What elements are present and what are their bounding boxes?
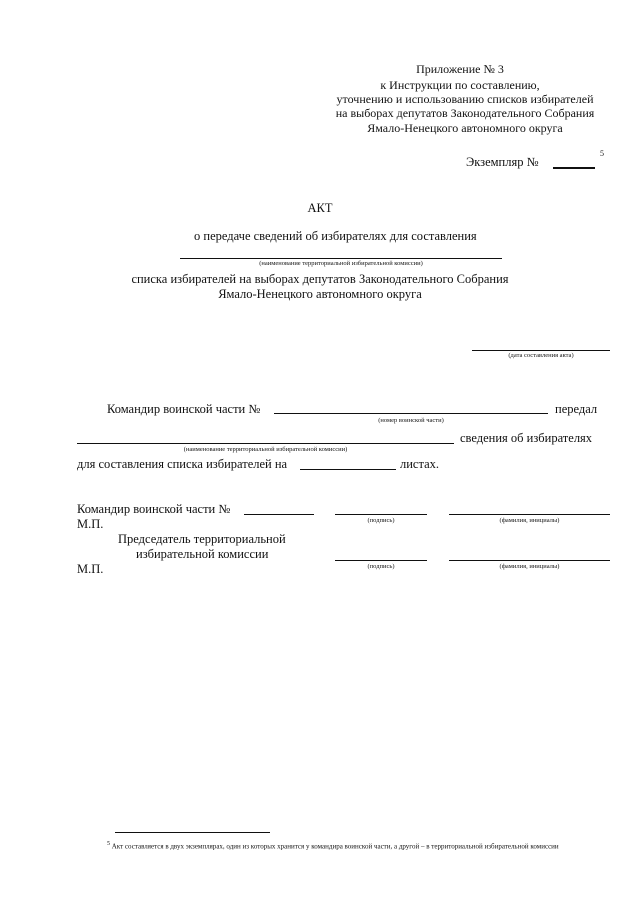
signature-unit-number-field xyxy=(244,514,314,515)
footnote-separator xyxy=(115,832,270,833)
commander-signature-field xyxy=(335,514,427,515)
sheets-text: листах. xyxy=(400,457,440,471)
appendix-line-3: уточнению и использованию списков избирателей xyxy=(336,92,594,106)
chairman-signature-field xyxy=(335,560,427,561)
appendix-line-4: на выборах депутатов Законодательного Собрания xyxy=(335,106,595,120)
commission-name-hint: (наименование территориальной избирательной комиссии) xyxy=(259,260,423,267)
act-subtitle: о передаче сведений об избирателях для составления xyxy=(194,229,477,243)
chairman-name-field xyxy=(449,560,610,561)
appendix-line-1: Приложение № 3 xyxy=(416,62,504,76)
commission-field xyxy=(77,443,454,444)
copy-number-label: Экземпляр № xyxy=(466,155,539,169)
date-hint: (дата составления акта) xyxy=(508,352,574,359)
appendix-line-2: к Инструкции по составлению, xyxy=(380,78,540,92)
commander-signature-hint: (подпись) xyxy=(367,517,395,524)
chairman-name-hint: (фамилия, инициалы) xyxy=(499,563,560,570)
commander-name-field xyxy=(449,514,610,515)
act-title-line-2: списка избирателей на выборах депутатов Законодательного Собрания xyxy=(131,272,509,286)
copy-number-field xyxy=(553,167,595,169)
appendix-line-5: Ямало-Ненецкого автономного округа xyxy=(367,121,563,135)
copy-footnote-ref: 5 xyxy=(600,149,604,158)
chairman-line-1: Председатель территориальной xyxy=(118,532,286,546)
commission-field-hint: (наименование территориальной избирательной комиссии) xyxy=(183,446,348,453)
signature-commander-label: Командир воинской части № xyxy=(77,502,231,516)
commander-label: Командир воинской части № xyxy=(107,402,261,416)
footnote xyxy=(77,840,610,851)
unit-number-hint: (номер воинской части) xyxy=(378,417,444,424)
commission-name-field xyxy=(180,258,502,259)
unit-number-field xyxy=(274,413,548,414)
mp-1: М.П. xyxy=(77,517,104,531)
chairman-signature-hint: (подпись) xyxy=(367,563,395,570)
sheets-count-field xyxy=(300,469,396,470)
for-list-text: для составления списка избирателей на xyxy=(77,457,288,471)
chairman-line-2: избирательной комиссии xyxy=(136,547,269,561)
date-field xyxy=(472,350,610,351)
footnote-number: 5 xyxy=(107,841,110,847)
voters-info-text: сведения об избирателях xyxy=(460,431,593,445)
act-title-line-3: Ямало-Ненецкого автономного округа xyxy=(218,287,422,301)
act-title: АКТ xyxy=(307,201,333,215)
footnote-text: Акт составляется в двух экземплярах, один из которых хранится у командира воинской части, а другой – в территориальной избирательной комиссии xyxy=(111,842,559,851)
mp-2: М.П. xyxy=(77,562,104,576)
commander-name-hint: (фамилия, инициалы) xyxy=(499,517,560,524)
passed-text: передал xyxy=(555,402,598,416)
